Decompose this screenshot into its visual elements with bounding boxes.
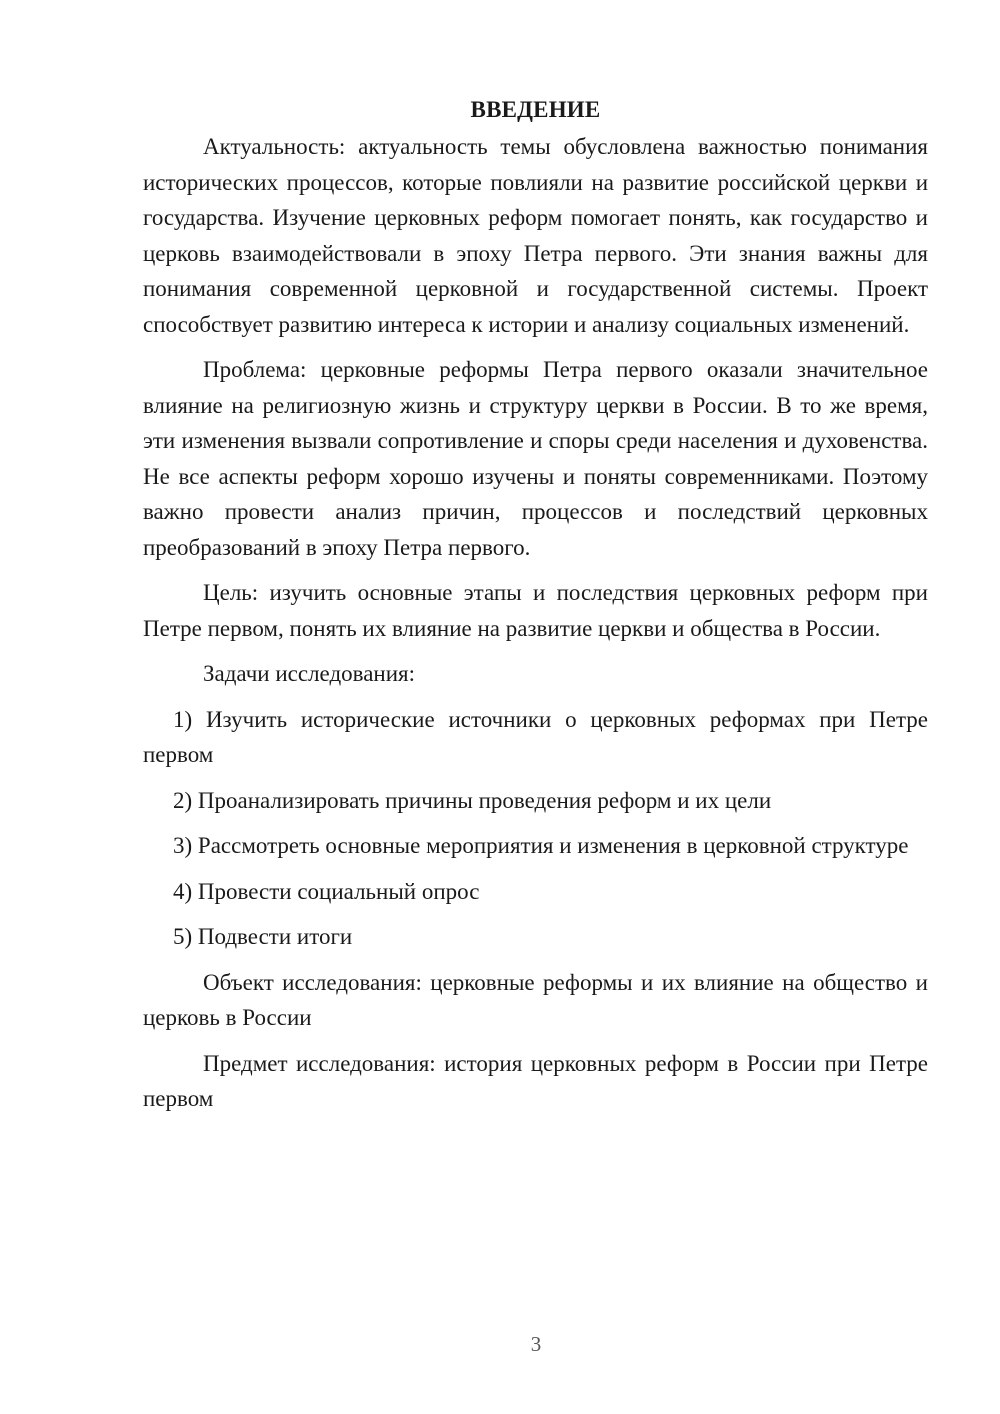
subject-paragraph: Предмет исследования: история церковных реформ в России при Петре первом	[143, 1050, 928, 1111]
tasks-heading: Задачи исследования:	[203, 661, 416, 686]
document-page	[143, 92, 928, 1127]
relevance-paragraph: Актуальность: актуальность темы обусловлена важностью понимания исторических процессов, которые повлияли на развитие российской церкви и государства. Изучение церковных реформ помогает понять, как государство и церковь взаимодействовали в эпоху Петра первого. Эти знания важны для понимания современной церковной и государственной системы. Проект способствует развитию интереса к истории и анализу социальных изменений.	[143, 134, 928, 337]
page-number: 3	[530, 1332, 542, 1356]
task-item-4: 4) Провести социальный опрос	[173, 878, 480, 904]
page-title: ВВЕДЕНИЕ	[470, 97, 601, 122]
task-item-1: 1) Изучить исторические источники о церковных реформах при Петре первом	[143, 706, 928, 767]
task-item-2: 2) Проанализировать причины проведения реформ и их цели	[173, 787, 772, 813]
task-item-3: 3) Рассмотреть основные мероприятия и изменения в церковной структуре	[173, 833, 909, 858]
goal-paragraph: Цель: изучить основные этапы и последствия церковных реформ при Петре первом, понять их влияние на развитие церкви и общества в России.	[143, 580, 928, 641]
object-paragraph: Объект исследования: церковные реформы и их влияние на общество и церковь в России	[143, 969, 928, 1030]
task-item-5: 5) Подвести итоги	[173, 924, 353, 949]
problem-paragraph: Проблема: церковные реформы Петра первого оказали значительное влияние на религиозную жизнь и структуру церкви в России. В то же время, эти изменения вызвали сопротивление и споры среди населения и духовенства. Не все аспекты реформ хорошо изучены и поняты современниками. Поэтому важно провести анализ причин, процессов и последствий церковных преобразований в эпоху Петра первого.	[143, 357, 928, 560]
